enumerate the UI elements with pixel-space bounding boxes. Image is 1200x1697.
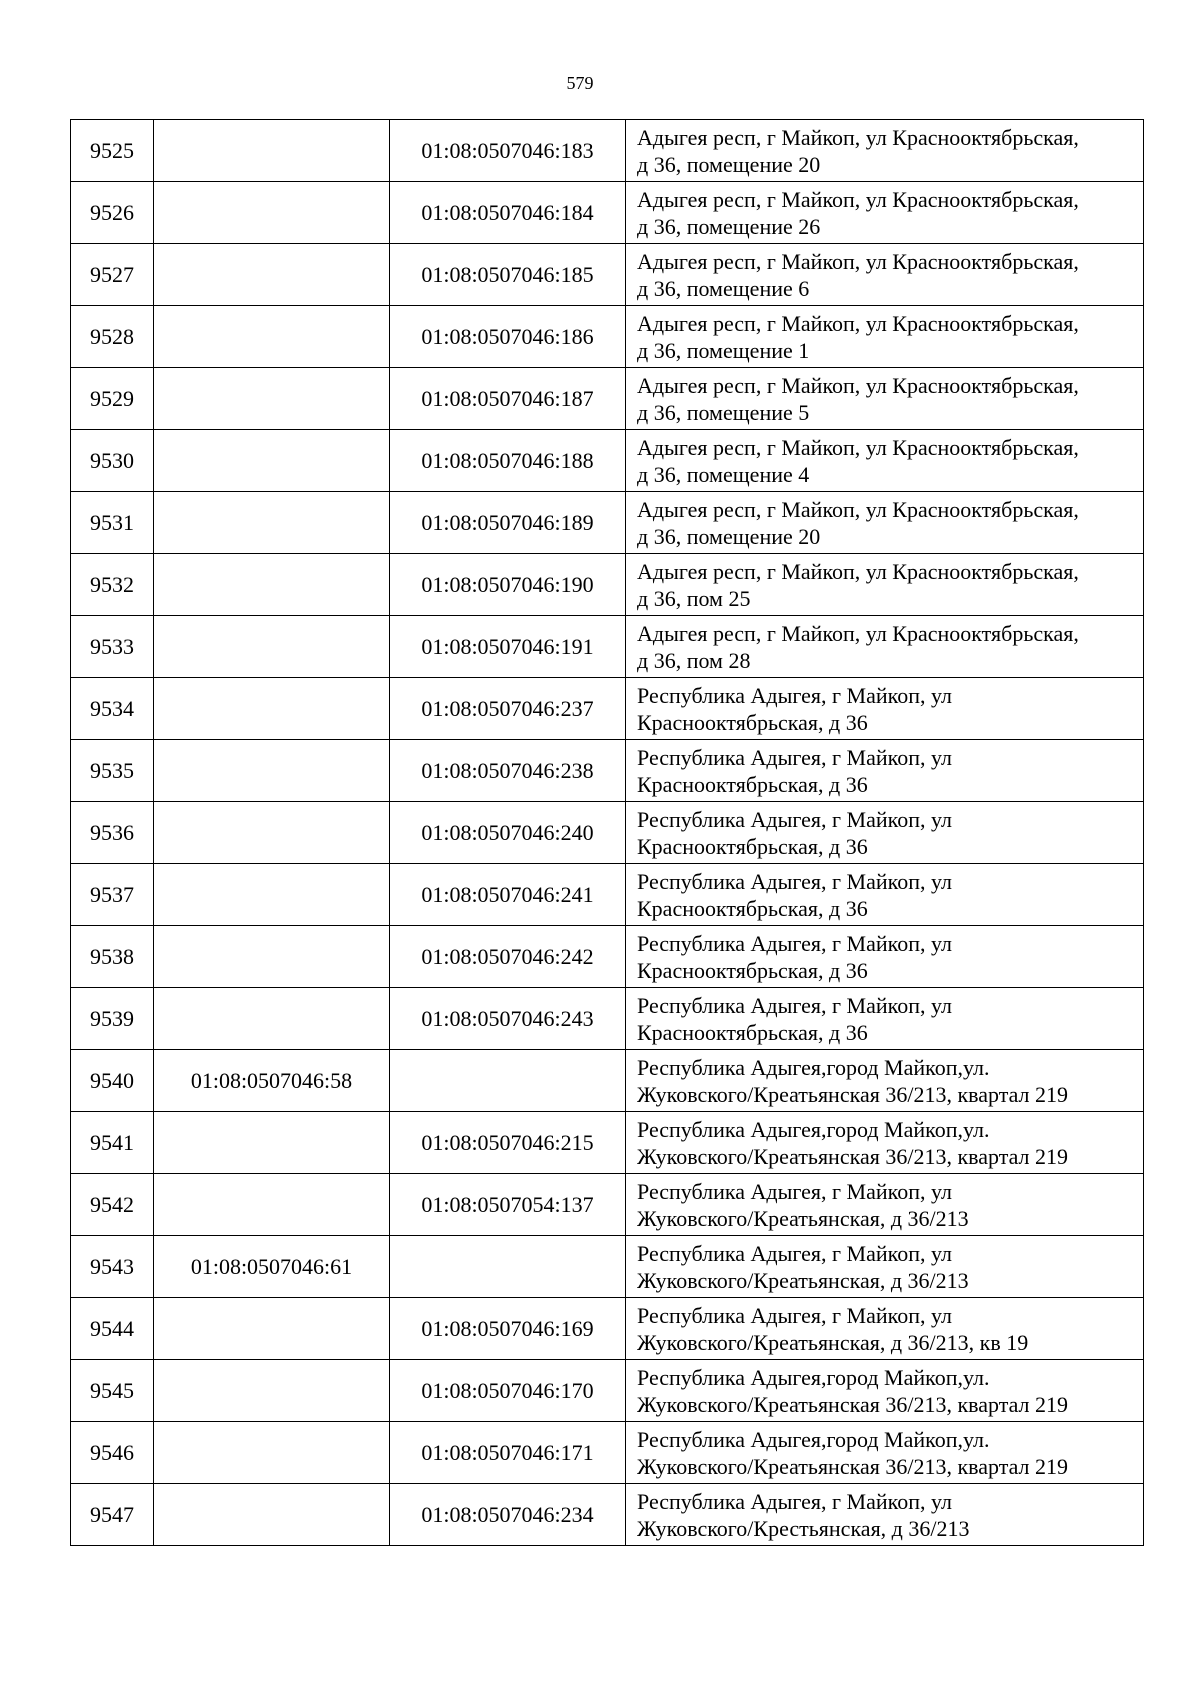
object-cadastral-number-cell: 01:08:0507046:189	[390, 492, 626, 554]
registry-table-body	[71, 120, 1144, 1546]
address-line: Краснооктябрьская, д 36	[637, 1019, 868, 1045]
land-cadastral-number-cell	[154, 306, 390, 368]
object-cadastral-number-cell: 01:08:0507046:171	[390, 1422, 626, 1484]
table-row	[71, 182, 1144, 244]
address-cell	[626, 1236, 1144, 1298]
table-row	[71, 1112, 1144, 1174]
object-cadastral-number-cell: 01:08:0507046:243	[390, 988, 626, 1050]
land-cadastral-number-cell	[154, 1174, 390, 1236]
address-line: Республика Адыгея, г Майкоп, ул	[637, 682, 952, 708]
land-cadastral-number-cell	[154, 430, 390, 492]
address-line: Жуковского/Креатьянская, д 36/213	[637, 1267, 969, 1293]
address-cell	[626, 864, 1144, 926]
address-line: Республика Адыгея, г Майкоп, ул	[637, 1240, 952, 1266]
address-cell	[626, 678, 1144, 740]
address-line: Жуковского/Креатьянская 36/213, квартал 219	[637, 1081, 1069, 1107]
row-number-cell: 9528	[71, 306, 154, 368]
row-number-cell: 9534	[71, 678, 154, 740]
land-cadastral-number-cell	[154, 988, 390, 1050]
address-line: Адыгея респ, г Майкоп, ул Краснооктябрьская,	[637, 248, 1079, 274]
object-cadastral-number-cell: 01:08:0507046:215	[390, 1112, 626, 1174]
land-cadastral-number-cell	[154, 1484, 390, 1546]
table-row	[71, 1174, 1144, 1236]
row-number-cell: 9538	[71, 926, 154, 988]
object-cadastral-number-cell: 01:08:0507054:137	[390, 1174, 626, 1236]
row-number-cell: 9532	[71, 554, 154, 616]
address-line: д 36, помещение 5	[637, 399, 810, 425]
table-row	[71, 244, 1144, 306]
table-row	[71, 802, 1144, 864]
address-line: д 36, помещение 26	[637, 213, 821, 239]
row-number-cell: 9537	[71, 864, 154, 926]
address-line: Республика Адыгея, г Майкоп, ул	[637, 1488, 952, 1514]
table-row	[71, 740, 1144, 802]
address-line: Республика Адыгея, г Майкоп, ул	[637, 1302, 952, 1328]
address-cell	[626, 430, 1144, 492]
address-line: Адыгея респ, г Майкоп, ул Краснооктябрьская,	[637, 186, 1079, 212]
address-line: д 36, помещение 20	[637, 151, 821, 177]
address-line: Краснооктябрьская, д 36	[637, 895, 868, 921]
row-number-cell: 9531	[71, 492, 154, 554]
land-cadastral-number-cell	[154, 1360, 390, 1422]
land-cadastral-number-cell	[154, 740, 390, 802]
table-row	[71, 1298, 1144, 1360]
object-cadastral-number-cell	[390, 1236, 626, 1298]
registry-table	[70, 119, 1144, 1546]
address-line: Краснооктябрьская, д 36	[637, 833, 868, 859]
address-cell	[626, 1484, 1144, 1546]
table-row	[71, 926, 1144, 988]
address-cell	[626, 492, 1144, 554]
row-number-cell: 9535	[71, 740, 154, 802]
address-cell	[626, 244, 1144, 306]
row-number-cell: 9545	[71, 1360, 154, 1422]
row-number-cell: 9525	[71, 120, 154, 182]
address-cell	[626, 926, 1144, 988]
land-cadastral-number-cell	[154, 554, 390, 616]
land-cadastral-number-cell	[154, 182, 390, 244]
address-cell	[626, 368, 1144, 430]
row-number-cell: 9526	[71, 182, 154, 244]
land-cadastral-number-cell	[154, 1112, 390, 1174]
address-line: Республика Адыгея,город Майкоп,ул.	[637, 1116, 990, 1142]
address-cell	[626, 120, 1144, 182]
address-cell	[626, 1112, 1144, 1174]
land-cadastral-number-cell	[154, 864, 390, 926]
address-line: Краснооктябрьская, д 36	[637, 771, 868, 797]
address-cell	[626, 802, 1144, 864]
table-row	[71, 1484, 1144, 1546]
table-row	[71, 1236, 1144, 1298]
address-line: Республика Адыгея, г Майкоп, ул	[637, 868, 952, 894]
address-cell	[626, 1422, 1144, 1484]
address-line: д 36, помещение 1	[637, 337, 810, 363]
object-cadastral-number-cell: 01:08:0507046:238	[390, 740, 626, 802]
row-number-cell: 9541	[71, 1112, 154, 1174]
address-cell	[626, 1298, 1144, 1360]
address-line: Республика Адыгея, г Майкоп, ул	[637, 930, 952, 956]
land-cadastral-number-cell	[154, 926, 390, 988]
address-cell	[626, 1174, 1144, 1236]
land-cadastral-number-cell: 01:08:0507046:61	[154, 1236, 390, 1298]
address-cell	[626, 616, 1144, 678]
address-line: Адыгея респ, г Майкоп, ул Краснооктябрьская,	[637, 372, 1079, 398]
address-line: Краснооктябрьская, д 36	[637, 709, 868, 735]
row-number-cell: 9546	[71, 1422, 154, 1484]
table-row	[71, 120, 1144, 182]
object-cadastral-number-cell: 01:08:0507046:237	[390, 678, 626, 740]
land-cadastral-number-cell	[154, 1422, 390, 1484]
object-cadastral-number-cell: 01:08:0507046:169	[390, 1298, 626, 1360]
address-cell	[626, 740, 1144, 802]
table-row	[71, 616, 1144, 678]
address-line: Адыгея респ, г Майкоп, ул Краснооктябрьская,	[637, 558, 1079, 584]
row-number-cell: 9547	[71, 1484, 154, 1546]
object-cadastral-number-cell: 01:08:0507046:241	[390, 864, 626, 926]
address-line: Жуковского/Крестьянская, д 36/213	[637, 1515, 970, 1541]
address-line: Адыгея респ, г Майкоп, ул Краснооктябрьская,	[637, 496, 1079, 522]
object-cadastral-number-cell	[390, 1050, 626, 1112]
land-cadastral-number-cell	[154, 616, 390, 678]
land-cadastral-number-cell	[154, 492, 390, 554]
row-number-cell: 9544	[71, 1298, 154, 1360]
address-line: д 36, пом 25	[637, 585, 751, 611]
address-cell	[626, 1360, 1144, 1422]
table-row	[71, 1422, 1144, 1484]
object-cadastral-number-cell: 01:08:0507046:188	[390, 430, 626, 492]
address-line: Жуковского/Креатьянская 36/213, квартал 219	[637, 1143, 1069, 1169]
row-number-cell: 9543	[71, 1236, 154, 1298]
table-row	[71, 368, 1144, 430]
address-line: Республика Адыгея, г Майкоп, ул	[637, 744, 952, 770]
address-line: д 36, помещение 20	[637, 523, 821, 549]
address-line: Республика Адыгея,город Майкоп,ул.	[637, 1054, 990, 1080]
object-cadastral-number-cell: 01:08:0507046:191	[390, 616, 626, 678]
address-line: Республика Адыгея, г Майкоп, ул	[637, 806, 952, 832]
row-number-cell: 9540	[71, 1050, 154, 1112]
address-line: Республика Адыгея, г Майкоп, ул	[637, 1178, 952, 1204]
object-cadastral-number-cell: 01:08:0507046:187	[390, 368, 626, 430]
address-line: Адыгея респ, г Майкоп, ул Краснооктябрьская,	[637, 310, 1079, 336]
land-cadastral-number-cell	[154, 802, 390, 864]
land-cadastral-number-cell	[154, 1298, 390, 1360]
row-number-cell: 9529	[71, 368, 154, 430]
object-cadastral-number-cell: 01:08:0507046:183	[390, 120, 626, 182]
address-line: Республика Адыгея,город Майкоп,ул.	[637, 1364, 990, 1390]
table-row	[71, 554, 1144, 616]
land-cadastral-number-cell	[154, 678, 390, 740]
object-cadastral-number-cell: 01:08:0507046:185	[390, 244, 626, 306]
address-cell	[626, 554, 1144, 616]
address-line: Жуковского/Креатьянская 36/213, квартал 219	[637, 1391, 1069, 1417]
row-number-cell: 9533	[71, 616, 154, 678]
table-row	[71, 864, 1144, 926]
row-number-cell: 9530	[71, 430, 154, 492]
table-row	[71, 430, 1144, 492]
address-line: Адыгея респ, г Майкоп, ул Краснооктябрьская,	[637, 434, 1079, 460]
page-number: 579	[566, 73, 594, 93]
table-row	[71, 306, 1144, 368]
address-line: д 36, пом 28	[637, 647, 751, 673]
object-cadastral-number-cell: 01:08:0507046:234	[390, 1484, 626, 1546]
table-row	[71, 678, 1144, 740]
address-cell	[626, 306, 1144, 368]
land-cadastral-number-cell: 01:08:0507046:58	[154, 1050, 390, 1112]
row-number-cell: 9542	[71, 1174, 154, 1236]
table-row	[71, 1050, 1144, 1112]
address-line: Республика Адыгея, г Майкоп, ул	[637, 992, 952, 1018]
land-cadastral-number-cell	[154, 368, 390, 430]
address-cell	[626, 988, 1144, 1050]
address-line: Адыгея респ, г Майкоп, ул Краснооктябрьская,	[637, 620, 1079, 646]
row-number-cell: 9527	[71, 244, 154, 306]
address-line: Адыгея респ, г Майкоп, ул Краснооктябрьская,	[637, 124, 1079, 150]
object-cadastral-number-cell: 01:08:0507046:190	[390, 554, 626, 616]
object-cadastral-number-cell: 01:08:0507046:170	[390, 1360, 626, 1422]
address-line: д 36, помещение 4	[637, 461, 810, 487]
land-cadastral-number-cell	[154, 244, 390, 306]
object-cadastral-number-cell: 01:08:0507046:242	[390, 926, 626, 988]
row-number-cell: 9536	[71, 802, 154, 864]
table-row	[71, 1360, 1144, 1422]
address-line: Республика Адыгея,город Майкоп,ул.	[637, 1426, 990, 1452]
row-number-cell: 9539	[71, 988, 154, 1050]
address-line: Краснооктябрьская, д 36	[637, 957, 868, 983]
object-cadastral-number-cell: 01:08:0507046:184	[390, 182, 626, 244]
address-line: Жуковского/Креатьянская, д 36/213	[637, 1205, 969, 1231]
land-cadastral-number-cell	[154, 120, 390, 182]
address-line: Жуковского/Креатьянская 36/213, квартал 219	[637, 1453, 1069, 1479]
address-line: Жуковского/Креатьянская, д 36/213, кв 19	[637, 1329, 1029, 1355]
address-cell	[626, 1050, 1144, 1112]
address-line: д 36, помещение 6	[637, 275, 810, 301]
object-cadastral-number-cell: 01:08:0507046:186	[390, 306, 626, 368]
address-cell	[626, 182, 1144, 244]
table-row	[71, 988, 1144, 1050]
table-row	[71, 492, 1144, 554]
object-cadastral-number-cell: 01:08:0507046:240	[390, 802, 626, 864]
